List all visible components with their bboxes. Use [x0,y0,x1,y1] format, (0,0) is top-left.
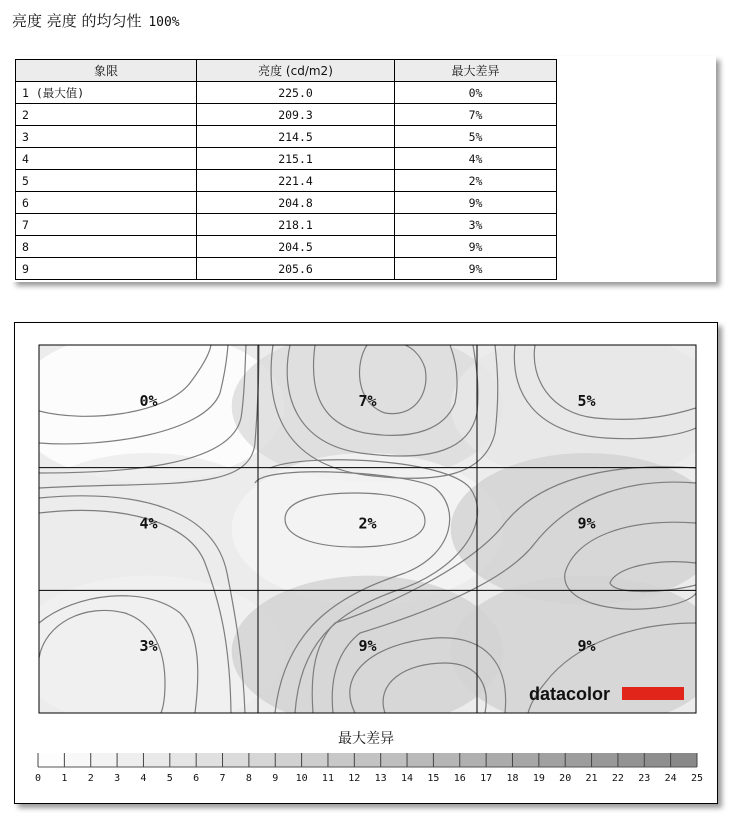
legend-tick-label: 15 [427,773,440,784]
legend-swatch [249,753,275,767]
table-row [16,170,557,192]
luminance-cell: 204.8 [197,192,395,214]
cell-deviation-label: 2% [358,514,377,533]
legend-tick-label: 23 [638,773,651,784]
legend-tick-label: 12 [348,773,361,784]
cell-deviation-label: 9% [358,637,377,656]
legend-swatch [117,753,143,767]
deviation-cell: 2% [395,170,557,192]
deviation-cell: 9% [395,258,557,280]
deviation-cell: 9% [395,192,557,214]
table-row [16,148,557,170]
zone-cell: 1 (最大值) [16,82,197,104]
legend-tick-label: 14 [401,773,414,784]
legend-swatch [354,753,380,767]
legend-swatch [223,753,249,767]
legend-tick-label: 10 [295,773,308,784]
brightness-table [15,59,557,280]
legend-tick-label: 7 [219,773,226,784]
page-title-text: 亮度 亮度 的均匀性 [12,12,142,30]
luminance-cell: 209.3 [197,104,395,126]
legend-swatch [275,753,301,767]
table-row [16,192,557,214]
luminance-cell: 215.1 [197,148,395,170]
cell-deviation-label: 9% [577,637,596,656]
legend-swatch [381,753,407,767]
zone-cell: 6 [16,192,197,214]
legend-swatch [433,753,459,767]
table-row [16,214,557,236]
legend-tick-label: 20 [559,773,572,784]
brightness-table-card [12,56,716,282]
table-row [16,258,557,280]
zone-cell: 9 [16,258,197,280]
deviation-cell: 5% [395,126,557,148]
legend-swatch [170,753,196,767]
legend-tick-label: 18 [506,773,519,784]
legend-tick-label: 6 [193,773,200,784]
luminance-cell: 214.5 [197,126,395,148]
legend-swatch [302,753,328,767]
cell-deviation-label: 3% [139,637,158,656]
legend-swatch [592,753,618,767]
header-luminance: 亮度 (cd/m2) [197,60,395,82]
legend-tick-label: 9 [272,773,279,784]
table-header-row [16,60,557,82]
zone-cell: 3 [16,126,197,148]
legend-tick-label: 16 [453,773,466,784]
legend-tick-label: 13 [374,773,387,784]
cell-deviation-label: 0% [139,391,158,410]
legend-tick-label: 3 [114,773,121,784]
legend-swatch [196,753,222,767]
svg-text:datacolor: datacolor [529,684,611,704]
table-row [16,104,557,126]
table-row [16,236,557,258]
legend-tick-label: 2 [87,773,94,784]
legend-swatch [407,753,433,767]
cell-deviation-label: 4% [139,514,158,533]
uniformity-map-card [14,322,718,804]
legend-swatch [91,753,117,767]
luminance-cell: 221.4 [197,170,395,192]
deviation-cell: 4% [395,148,557,170]
legend-swatch [565,753,591,767]
legend-tick-label: 21 [585,773,598,784]
luminance-cell: 205.6 [197,258,395,280]
luminance-cell: 225.0 [197,82,395,104]
legend-swatch [539,753,565,767]
legend-tick-label: 5 [166,773,173,784]
zone-cell: 5 [16,170,197,192]
legend-tick-label: 0 [34,773,42,784]
legend-swatch [460,753,486,767]
legend-tick-label: 24 [664,773,677,784]
cell-deviation-label: 9% [577,514,596,533]
cell-deviation-label: 5% [577,391,596,410]
legend-swatch [512,753,538,767]
legend-tick-label: 8 [245,773,252,784]
page-title-percent: 100% [148,15,180,30]
cell-deviation-label: 7% [358,391,377,410]
legend-title: 最大差异 [338,731,394,747]
legend-tick-label: 4 [140,773,147,784]
legend-swatch [671,753,697,767]
deviation-cell: 0% [395,82,557,104]
luminance-cell: 204.5 [197,236,395,258]
legend-tick-label: 19 [532,773,545,784]
zone-cell: 4 [16,148,197,170]
deviation-cell: 7% [395,104,557,126]
legend-tick-label: 17 [480,773,493,784]
legend-swatch [644,753,670,767]
zone-cell: 2 [16,104,197,126]
table-row [16,126,557,148]
datacolor-bar [622,687,684,700]
page-title [12,10,180,31]
legend-tick-label: 1 [61,773,68,784]
deviation-cell: 9% [395,236,557,258]
deviation-cell: 3% [395,214,557,236]
legend-swatch [618,753,644,767]
header-zone: 象限 [16,60,197,82]
legend-swatch [38,753,64,767]
legend-swatch [328,753,354,767]
legend-tick-label: 25 [690,773,704,784]
legend-tick-label: 11 [321,773,334,784]
legend-swatch [64,753,90,767]
legend-swatch [486,753,512,767]
legend-tick-label: 22 [611,773,624,784]
header-deviation: 最大差异 [395,60,557,82]
legend-swatch [143,753,169,767]
zone-cell: 7 [16,214,197,236]
zone-cell: 8 [16,236,197,258]
table-row [16,82,557,104]
luminance-cell: 218.1 [197,214,395,236]
